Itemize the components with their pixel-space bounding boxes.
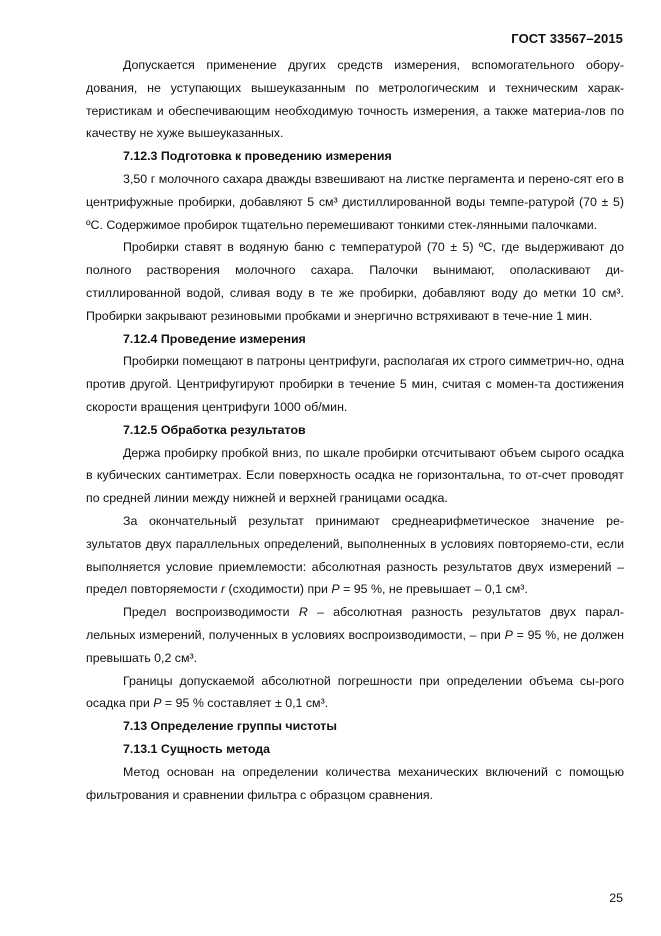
section-heading: 7.12.3 Подготовка к проведению измерения [123, 149, 392, 164]
page-number: 25 [609, 891, 623, 905]
paragraph: Предел воспроизводимости R – абсолютная разность результатов двух парал-лельных измерений, полученных в условиях воспроизводимости, – при P = 95 %, не должен превышать 0,2 см³. [86, 605, 625, 665]
paragraph: Держа пробирку пробкой вниз, по шкале пробирки отсчитывают объем сырого осадка в кубических сантиметрах. Если поверхность осадка не горизонтальна, то от-счет проводят по средней линии между нижней и верхней границами осадка. [86, 445, 624, 506]
paragraph: Пробирки помещают в патроны центрифуги, располагая их строго симметрич-но, одна против другой. Центрифугируют пробирки в течение 5 мин, считая с момен-та достижения скорости вращения центрифуги 1000 об/мин. [86, 354, 624, 414]
section-heading: 7.12.4 Проведение измерения [123, 331, 306, 346]
paragraph: Границы допускаемой абсолютной погрешности при определении объема сы-рого осадка при P = 95 % составляет ± 0,1 см³. [86, 673, 624, 711]
section-heading: 7.12.5 Обработка результатов [123, 422, 306, 437]
document-body [86, 54, 624, 806]
section-heading: 7.13 Определение группы чистоты [123, 719, 337, 734]
paragraph: Метод основан на определении количества механических включений с помощью фильтрования и сравнении фильтра с образцом сравнения. [86, 764, 624, 802]
section-heading: 7.13.1 Сущность метода [123, 741, 271, 756]
standard-header: ГОСТ 33567–2015 [511, 31, 623, 46]
paragraph: Допускается применение других средств измерения, вспомогательного обору-дования, не уступающих вышеуказанным по метрологическим и техническим харак-теристикам и обеспечивающим необходимую точность измерения, а также материа-лов по качеству не хуже вышеуказанных. [86, 58, 624, 141]
paragraph: Пробирки ставят в водяную баню с температурой (70 ± 5) ºС, где выдерживают до полного растворения молочного сахара. Палочки вынимают, ополаскивают ди-стиллированной водой, сливая воду в те же пробирки, добавляют воду до метки 10 см³. Пробирки закрывают резиновыми пробками и энергично встряхивают в тече-ние 1 мин. [86, 240, 624, 323]
paragraph: За окончательный результат принимают среднеарифметическое значение ре-зультатов двух параллельных определений, выполненных в условиях повторяемо-сти, если выполняется условие приемлемости: абсолютная разность результатов двух измерений – предел повторяемости r (сходимости) при P = 95 %, не превышает – 0,1 см³. [86, 513, 624, 597]
paragraph: 3,50 г молочного сахара дважды взвешивают на листке пергамента и перено-сят его в центрифужные пробирки, добавляют 5 см³ дистиллированной воды темпе-ратурой (70 ± 5) ºС. Содержимое пробирок тщательно перемешивают тонкими стек-лянными палочками. [86, 171, 624, 232]
